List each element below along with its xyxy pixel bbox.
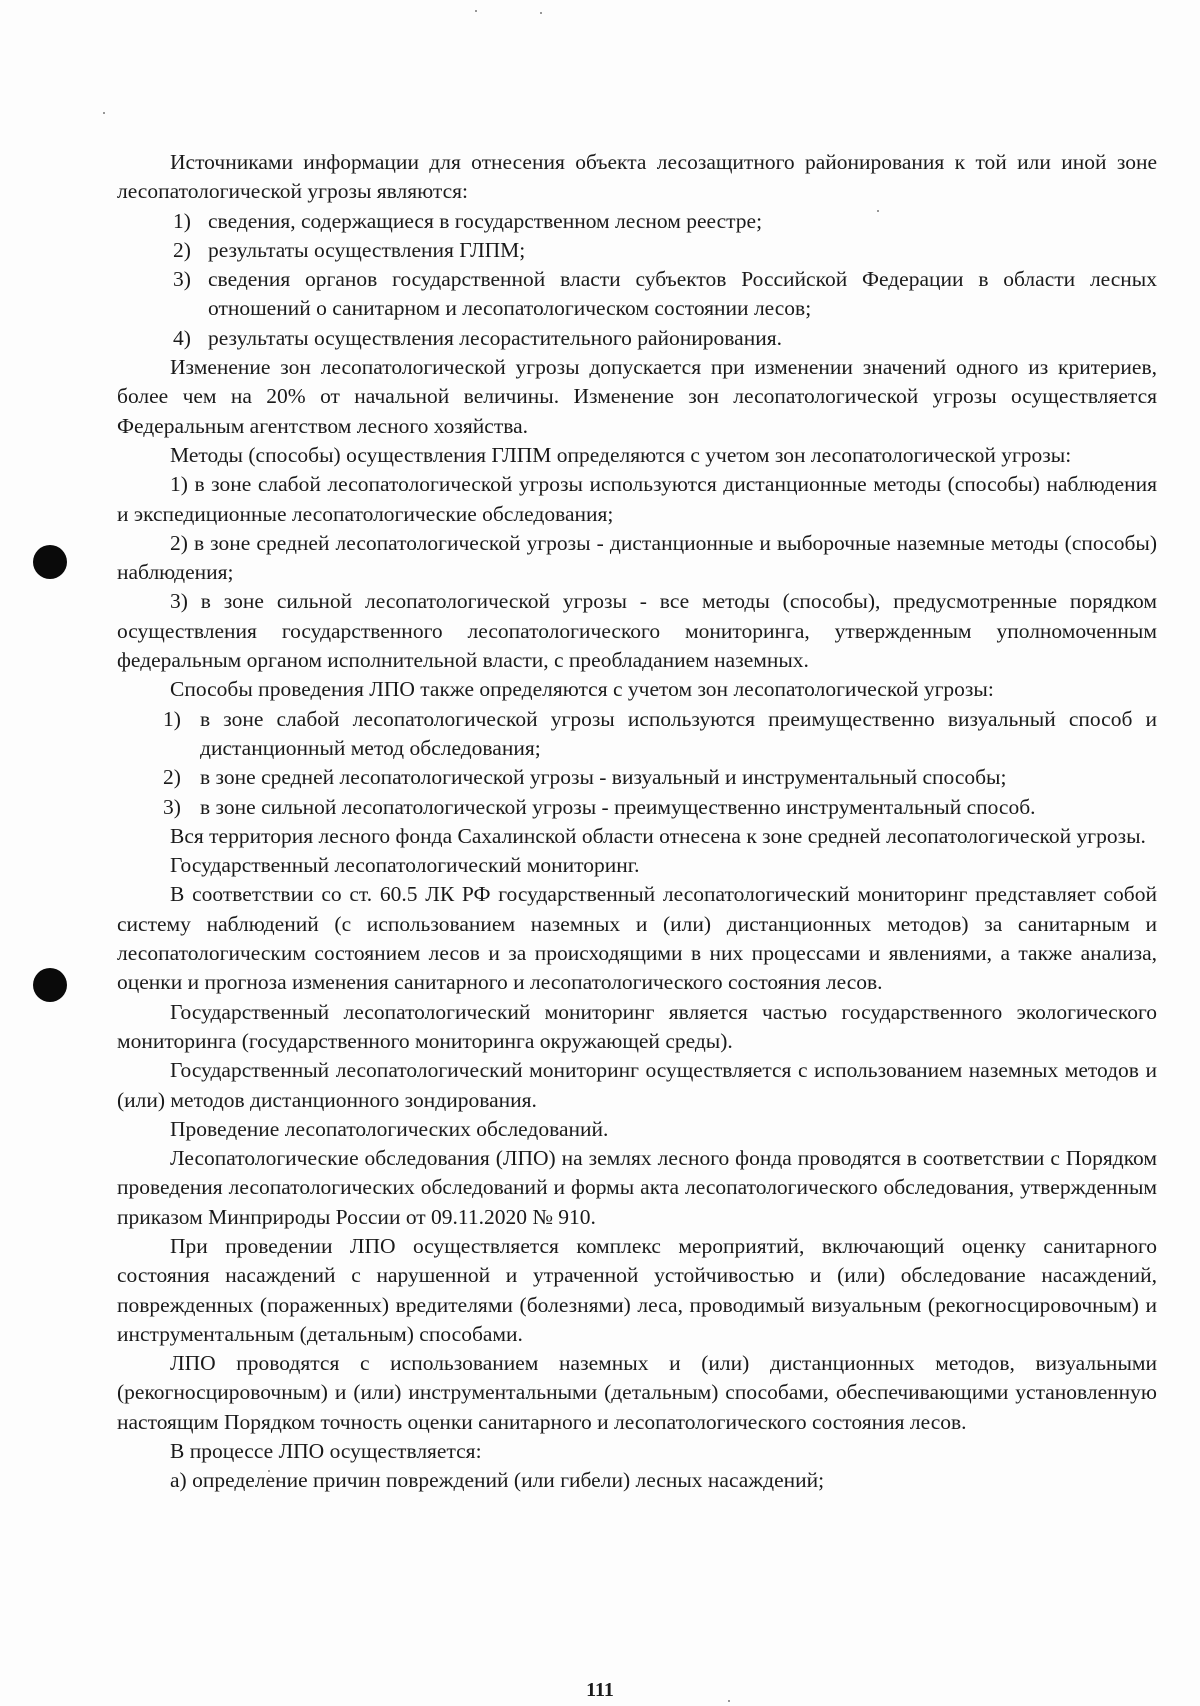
paragraph-lpo-process: В процессе ЛПО осуществляется: (170, 1439, 482, 1464)
list-number: 2) (173, 237, 191, 262)
list-text: сведения, содержащиеся в государственном лесном реестре; (208, 208, 763, 233)
list-item (117, 324, 1157, 353)
list-item (117, 793, 1157, 822)
paragraph-monitoring-definition: В соответствии со ст. 60.5 ЛК РФ государственный лесопатологический мониторинг представляет собой систему наблюдений (с использованием наземных и (или) дистанционных методов) за санитарным и лесопатологическим состоянием лесов и за происходящими в них процессами и явлениями, а также анализа, оценки и прогноза изменения санитарного и лесопатологического состояния лесов. (117, 882, 1157, 995)
list-item (117, 236, 1157, 265)
list-item (117, 265, 1157, 324)
scan-speck (540, 12, 542, 14)
list-text: в зоне средней лесопатологической угрозы - визуальный и инструментальный способы; (200, 765, 1007, 790)
list-number: 4) (173, 325, 191, 350)
list-item (117, 705, 1157, 764)
paragraph-method-weak: 1) в зоне слабой лесопатологической угрозы используются дистанционные методы (способы) наблюдения и экспедиционные лесопатологические обследования; (117, 472, 1157, 526)
list-number: 1) (173, 208, 191, 233)
paragraph-lpo-ways-intro: Способы проведения ЛПО также определяются с учетом зон лесопатологической угрозы: (170, 677, 994, 702)
list-text: результаты осуществления лесорастительного районирования. (208, 325, 782, 350)
list-number: 2) (163, 765, 181, 790)
paragraph-zone-change: Изменение зон лесопатологической угрозы допускается при изменении значений одного из критериев, более чем на 20% от начальной величины. Изменение зон лесопатологической угрозы осуществляется Федеральным агентством лесного хозяйства. (117, 355, 1157, 438)
paragraph-lpo-order: Лесопатологические обследования (ЛПО) на землях лесного фонда проводятся в соответствии с Порядком проведения лесопатологических обследований и формы акта лесопатологического обследования, утвержденным приказом Минприроды России от 09.11.2020 № 910. (117, 1146, 1157, 1229)
paragraph-territory: Вся территория лесного фонда Сахалинской области отнесена к зоне средней лесопатологической угрозы. (170, 823, 1146, 848)
paragraph-lpo-complex: При проведении ЛПО осуществляется комплекс мероприятий, включающий оценку санитарного состояния насаждений с нарушенной и утраченной устойчивостью и (или) обследование насаждений, поврежденных (пораженных) вредителями (болезнями) леса, проводимый визуальным (рекогносцировочным) и инструментальным (детальным) способами. (117, 1233, 1157, 1346)
list-number: 3) (173, 267, 191, 292)
paragraph-method-strong: 3) в зоне сильной лесопатологической угрозы - все методы (способы), предусмотренные порядком осуществления государственного лесопатологического мониторинга, утвержденным уполномоченным федеральным органом исполнительной власти, с преобладанием наземных. (117, 589, 1157, 673)
scan-speck (103, 112, 105, 114)
list-number: 1) (163, 706, 181, 731)
list-item (117, 207, 1157, 236)
section-heading-lpo: Проведение лесопатологических обследований. (170, 1116, 609, 1141)
punch-hole-lower (33, 968, 67, 1002)
list-item (117, 763, 1157, 792)
paragraph-intro: Источниками информации для отнесения объекта лесозащитного районирования к той или иной зоне лесопатологической угрозы являются: (117, 150, 1157, 204)
page-number: 111 (586, 1679, 614, 1701)
document-body (117, 148, 1157, 1496)
section-heading-monitoring: Государственный лесопатологический мониторинг. (170, 853, 640, 878)
list-text: в зоне сильной лесопатологической угрозы - преимущественно инструментальный способ. (200, 794, 1036, 819)
paragraph-monitoring-part: Государственный лесопатологический мониторинг является частью государственного экологического мониторинга (государственного мониторинга окружающей среды). (117, 999, 1157, 1053)
list-text: сведения органов государственной власти субъектов Российской Федерации в области лесных отношений о санитарном и лесопатологическом состоянии лесов; (208, 267, 1157, 321)
list-number: 3) (163, 794, 181, 819)
punch-hole-upper (33, 545, 67, 579)
paragraph-method-medium: 2) в зоне средней лесопатологической угрозы - дистанционные и выборочные наземные методы (способы) наблюдения; (117, 530, 1157, 585)
paragraph-monitoring-methods: Государственный лесопатологический мониторинг осуществляется с использованием наземных методов и (или) методов дистанционного зондирования. (117, 1058, 1157, 1112)
paragraph-lpo-process-a: а) определение причин повреждений (или гибели) лесных насаждений; (170, 1468, 825, 1493)
paragraph-methods-intro: Методы (способы) осуществления ГЛПМ определяются с учетом зон лесопатологической угрозы: (170, 442, 1072, 467)
list-text: в зоне слабой лесопатологической угрозы используются преимущественно визуальный способ и дистанционный метод обследования; (200, 706, 1157, 760)
paragraph-lpo-methods: ЛПО проводятся с использованием наземных и (или) дистанционных методов, визуальными (рекогносцировочным) и (или) инструментальными (детальным) способами, обеспечивающими установленную настоящим Порядком точность оценки санитарного и лесопатологического состояния лесов. (117, 1351, 1157, 1434)
scan-speck (475, 10, 477, 12)
list-text: результаты осуществления ГЛПМ; (208, 237, 526, 262)
